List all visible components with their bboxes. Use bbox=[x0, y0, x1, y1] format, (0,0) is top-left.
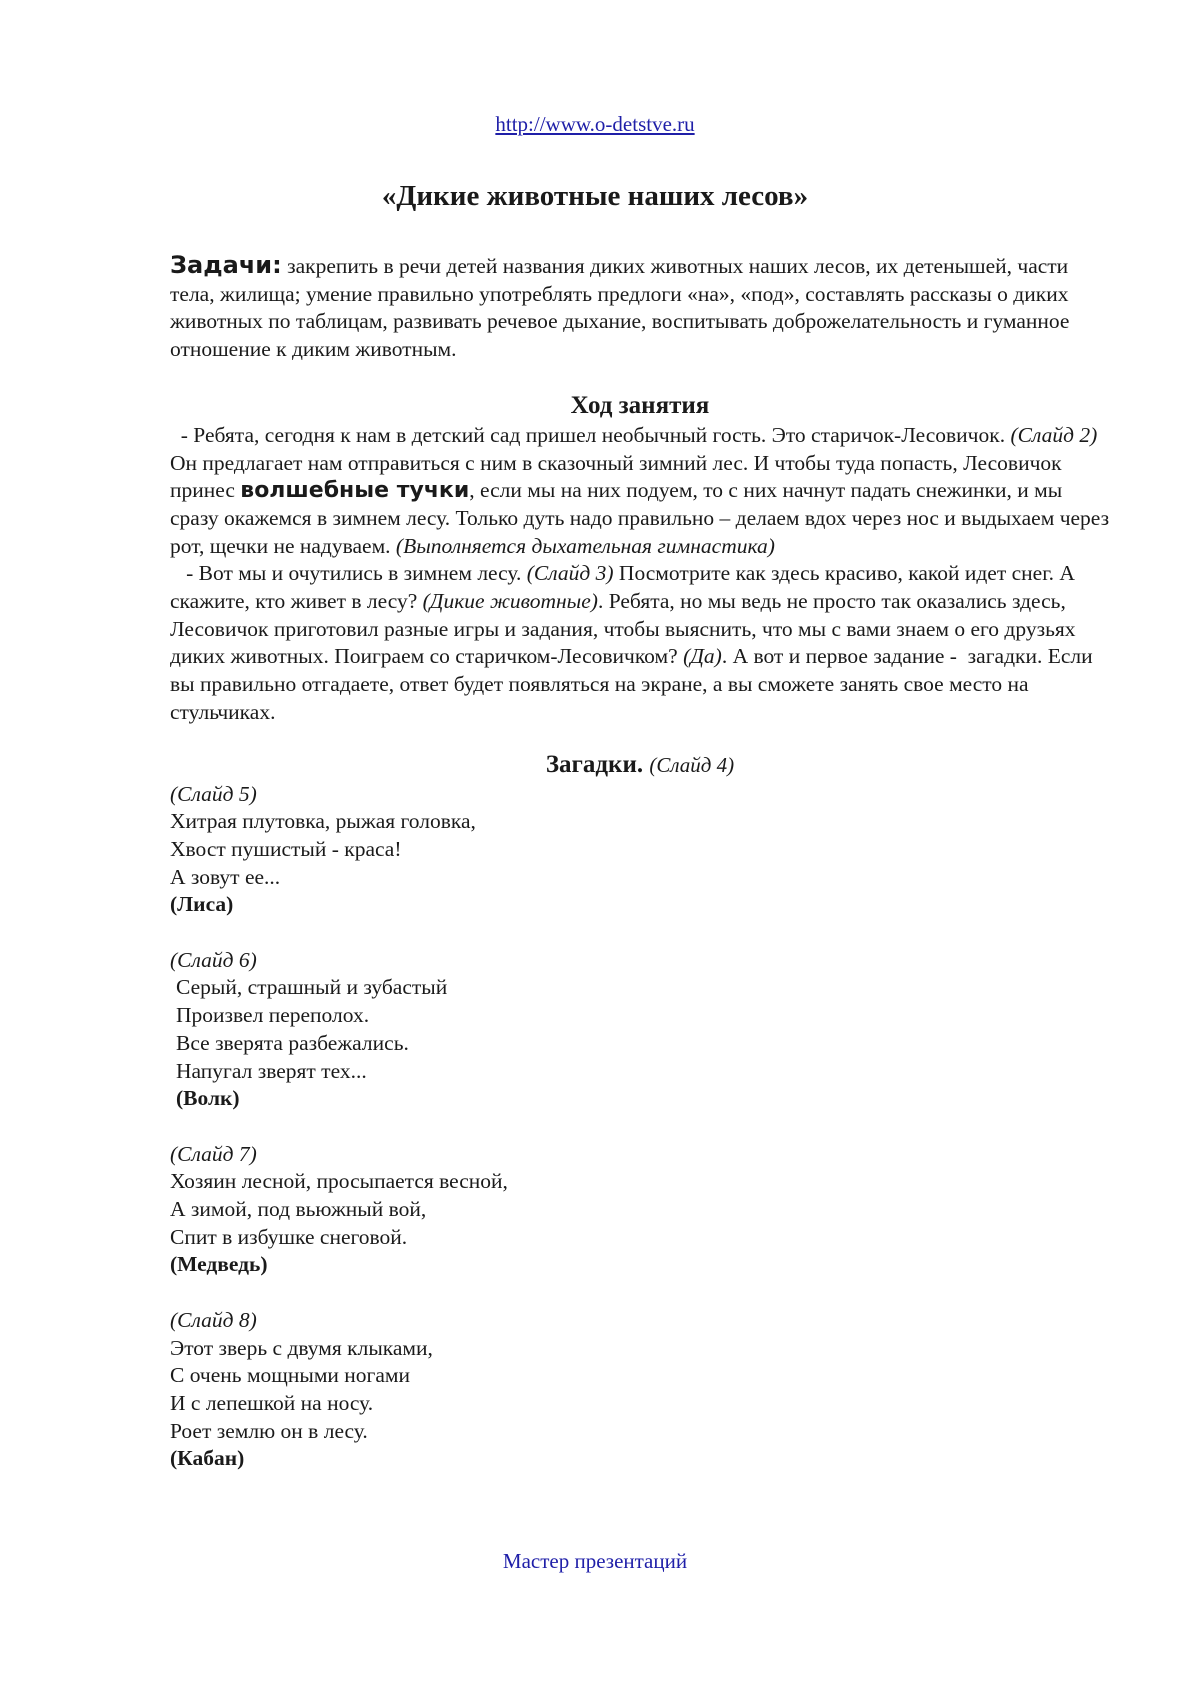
magic-clouds-text: волшебные тучки bbox=[240, 478, 470, 504]
footer-link[interactable]: Мастер презентаций bbox=[502, 1549, 688, 1573]
tasks-paragraph bbox=[170, 252, 1110, 364]
riddle-line: Произвел переполох. bbox=[176, 1003, 370, 1028]
tasks-label: Задачи: bbox=[170, 251, 282, 279]
slide-ref: (Слайд 4) bbox=[649, 752, 735, 777]
riddle-line: Роет землю он в лесу. bbox=[170, 1418, 368, 1443]
riddle-answer: (Волк) bbox=[176, 1086, 240, 1111]
lesson-heading: Ход занятия bbox=[570, 391, 710, 419]
site-link[interactable]: http://www.o-detstve.ru bbox=[495, 112, 695, 136]
riddle-slide-ref: (Слайд 5) bbox=[170, 781, 257, 806]
riddle-line: Хвост пушистый - краса! bbox=[170, 836, 402, 861]
riddle-line: С очень мощными ногами bbox=[170, 1363, 411, 1388]
lesson-text: . Ребята, но мы ведь не просто так оказались здесь, Лесовичок приготовил разные игры и задания, чтобы выяснить, что мы с вами знаем о его друзьях диких животных. Поиграем со старичком-Лесовичком? bbox=[170, 589, 1081, 669]
riddle-block bbox=[170, 1141, 1110, 1280]
riddle-slide-ref: (Слайд 7) bbox=[170, 1141, 257, 1166]
document-title: «Дикие животные наших лесов» bbox=[381, 180, 809, 212]
spacer bbox=[170, 1279, 1110, 1307]
riddle-block bbox=[170, 1307, 1110, 1473]
stage-note: (Выполняется дыхательная гимнастика) bbox=[395, 533, 775, 558]
riddle-block bbox=[170, 781, 1110, 920]
expected-answer: (Да) bbox=[683, 644, 722, 669]
riddle-answer: (Лиса) bbox=[170, 892, 234, 917]
riddle-line: Этот зверь с двумя клыками, bbox=[170, 1335, 433, 1360]
expected-answer: (Дикие животные) bbox=[422, 589, 598, 614]
riddle-slide-ref: (Слайд 6) bbox=[170, 947, 257, 972]
riddle-line: Напугал зверят тех... bbox=[176, 1058, 367, 1083]
riddle-answer: (Кабан) bbox=[170, 1446, 245, 1471]
lesson-paragraph-1 bbox=[170, 422, 1115, 561]
lesson-text: Он предлагает нам отправиться с ним в сказочный зимний лес. И чтобы туда попасть, Лесовичок принес bbox=[170, 422, 1103, 503]
lesson-paragraph-2 bbox=[170, 560, 1110, 726]
riddle-line: Серый, страшный и зубастый bbox=[176, 975, 448, 1000]
riddle-block bbox=[170, 947, 1110, 1113]
spacer bbox=[170, 1113, 1110, 1141]
document-body bbox=[170, 251, 1115, 1473]
spacer bbox=[170, 919, 1110, 947]
riddle-line: Все зверята разбежались. bbox=[176, 1030, 409, 1055]
riddle-line: А зовут ее... bbox=[170, 864, 281, 889]
riddle-slide-ref: (Слайд 8) bbox=[170, 1307, 257, 1332]
riddle-line: Спит в избушке снеговой. bbox=[170, 1224, 408, 1249]
lesson-text: Посмотрите как здесь красиво, какой идет снег. А скажите, кто живет в лесу? bbox=[170, 561, 1081, 614]
slide-ref: (Слайд 3) bbox=[526, 561, 614, 586]
riddles-heading bbox=[170, 749, 1110, 781]
riddle-line: А зимой, под вьюжный вой, bbox=[170, 1197, 427, 1222]
riddle-line: Хитрая плутовка, рыжая головка, bbox=[170, 809, 476, 834]
lesson-text: - Вот мы и очутились в зимнем лесу. bbox=[170, 561, 527, 586]
riddle-answer: (Медведь) bbox=[170, 1252, 268, 1277]
slide-ref: (Слайд 2) bbox=[1010, 422, 1098, 447]
riddles-heading-text: Загадки. bbox=[545, 750, 644, 778]
lesson-text: - Ребята, сегодня к нам в детский сад пришел необычный гость. Это старичок-Лесовичок. bbox=[170, 422, 1011, 447]
lesson-text: . А вот и первое задание - загадки. Если вы правильно отгадаете, ответ будет появляться на экране, а вы сможете занять свое место на стульчиках. bbox=[170, 644, 1098, 724]
lesson-text: , если мы на них подуем, то с них начнут падать снежинки, и мы сразу окажемся в зимнем лесу. Только дуть надо правильно – делаем вдох через нос и выдыхаем через рот, щечки не надуваем. bbox=[170, 478, 1115, 558]
riddle-line: Хозяин лесной, просыпается весной, bbox=[170, 1169, 508, 1194]
tasks-text: закрепить в речи детей названия диких животных наших лесов, их детенышей, части тела, жилища; умение правильно употреблять предлоги «на», «под», составлять рассказы о диких животных по таблицам, развивать речевое дыхание, воспитывать доброжелательность и гуманное отношение к диким животным. bbox=[170, 254, 1070, 362]
riddle-line: И с лепешкой на носу. bbox=[170, 1390, 374, 1415]
